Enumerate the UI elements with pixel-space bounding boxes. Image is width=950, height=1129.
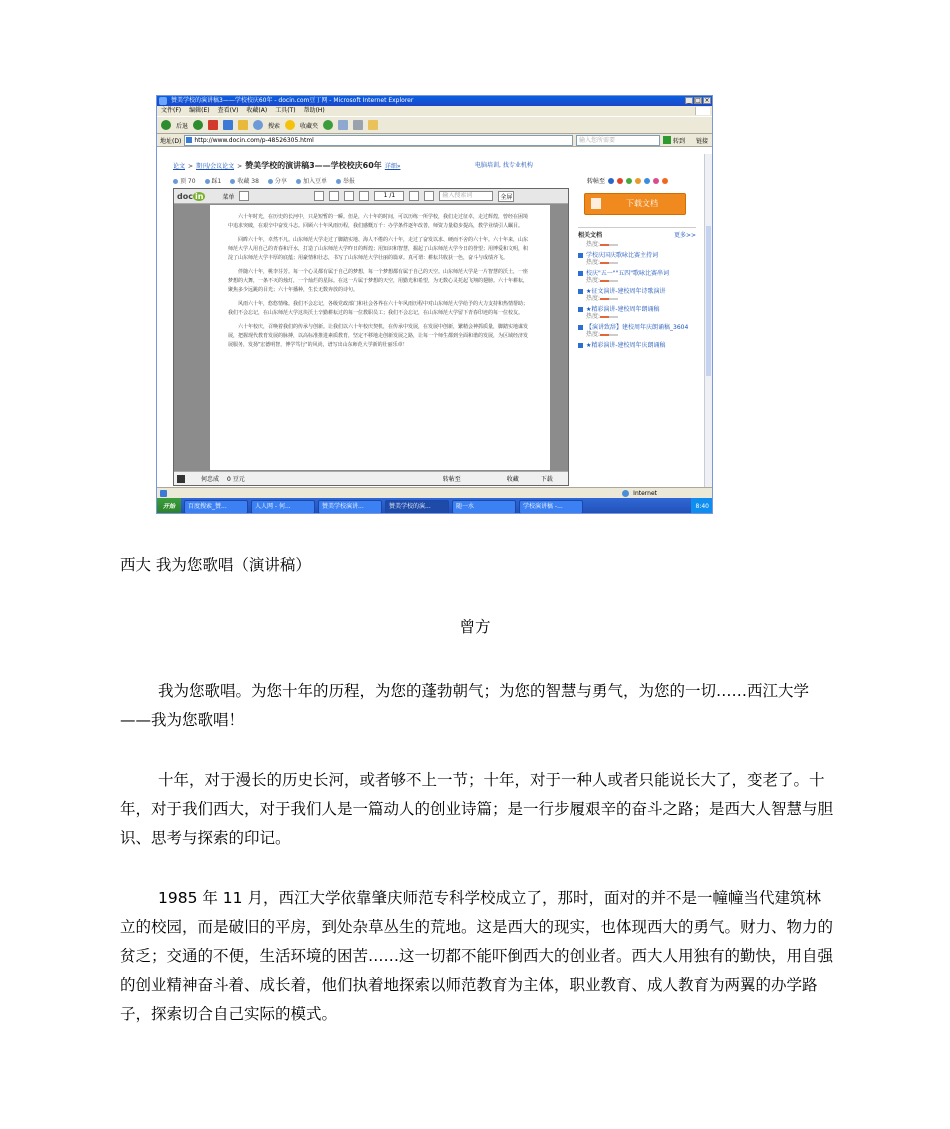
ie-icon [159,97,167,105]
related-item[interactable]: ★精彩演讲-建校周年朗诵稿 [578,306,696,313]
scrollbar-thumb[interactable] [706,226,711,376]
reader-paragraph: 伴随六十年，桃李芬芳。每一个心灵都有属于自己的梦想，每一个梦想都有属于自己的天空。山东师范大学是一片智慧的沃土，一座梦想的大舞，一条不灭的烛灯，一个灿烂的星际。在这一片属于梦想的天空，用勤光和希望，为无数心灵托起飞翔的翅膀。六十年耕耘，聚焦多少远跳的目光；六十年播种，生长无数奔放的诗句。 [228,269,529,293]
report-button[interactable]: 举报 [336,176,355,185]
down-vote-button[interactable]: 踩1 [205,176,222,185]
links-label[interactable]: 链接 [695,137,708,145]
taskbar-item[interactable]: 随一水 [452,500,516,514]
footer-download-button[interactable]: 下载 [540,476,553,483]
breadcrumb-category[interactable]: 期刊/会议论文 [196,163,235,170]
reader-toolbar [174,189,568,204]
browser-toolbar [157,116,712,134]
up-vote-button[interactable]: 顶 70 [173,176,196,185]
taskbar-item[interactable]: 赞美学校演讲... [318,500,382,514]
heat-row [578,295,696,302]
heat-label: 热度: [586,331,601,338]
page-icon [160,490,167,497]
stop-icon[interactable] [208,120,218,130]
heat-bar [600,244,618,246]
more-link[interactable]: 更多>> [673,232,696,239]
heat-label: 热度: [586,241,601,248]
share-to [587,176,668,185]
search-icon[interactable] [253,120,263,130]
minimize-button[interactable]: _ [685,97,693,104]
favorites-label[interactable]: 收藏夹 [300,122,319,130]
add-list-button[interactable]: 加入豆单 [296,176,327,185]
maximize-button[interactable]: □ [695,97,701,104]
heat-bar [600,262,618,264]
taskbar [157,498,713,514]
heat-label: 热度: [586,295,601,302]
page-number-input[interactable]: 1 /1 [374,191,404,201]
heat-bar [600,334,618,336]
download-label: 下载文档 [626,199,658,208]
breadcrumb-sep: > [188,163,194,170]
reader-search-input[interactable]: 输入搜索词 [439,191,493,201]
heat-row [578,313,696,320]
zoom-in-icon[interactable] [344,191,354,201]
toolbar-search-input[interactable]: 输入您所需要 [576,135,660,146]
home-icon[interactable] [238,120,248,130]
view-mode-icon[interactable] [424,191,434,201]
download-icon [591,198,601,209]
footer-collect-button[interactable]: 收藏 [506,476,519,483]
related-item[interactable]: 学校庆国庆歌咏比赛主持词 [578,252,696,259]
address-label: 地址(D) [160,137,182,145]
related-title: 相关文档 [578,232,603,239]
share-site-icon[interactable] [653,178,659,184]
share-site-icon[interactable] [626,178,632,184]
heat-bar [600,298,618,300]
detail-link[interactable]: 详细» [384,163,401,170]
share-to-label: 转帖至 [587,178,606,185]
document-heading: 西大 我为您歌唱（演讲稿） [120,556,311,574]
start-button[interactable]: 开始 [157,498,181,514]
reader-footer [174,471,568,485]
next-page-icon[interactable] [409,191,419,201]
close-button[interactable]: × [704,97,710,104]
fullscreen-button[interactable]: 全屏 [498,191,514,202]
related-item[interactable]: ★征文演讲-建校周年诗歌演讲 [578,288,696,295]
heat-bar [600,280,618,282]
zone-label: Internet [633,490,657,497]
window-title: 赞美学校的演讲稿3——学校校庆60年 - docin.com豆丁网 - Microsoft Internet Explorer [171,97,414,104]
share-site-icon[interactable] [662,178,668,184]
reader-paragraph: 六十年校庆，召唤着我们的传承与创新。让我们以六十年校庆契机，在传承中发展，在发展中创新，繁精会神抓质量，脚踏实地谋发展，把握现代教育发展的脉搏，以高标准推进素质教育，坚定不移地走创新发展之路，让每一个师生都到全面和谐的发展，为区域经济发展服务，发扬"宏德明智，博学笃行"的风尚，谱写出山东师范大学新的壮丽乐章！ [228,324,529,348]
mail-icon[interactable] [338,120,348,130]
address-input[interactable]: http://www.docin.com/p-48526305.html [184,135,573,146]
go-label: 转到 [672,137,685,145]
bookmark-icon[interactable] [239,191,249,201]
docin-logo-text: doc [177,191,193,201]
related-item[interactable]: ★精彩演讲-建校周年庆朗诵稿 [578,342,696,349]
browser-screenshot [156,95,713,514]
doc-title: 赞美学校的演讲稿3——学校校庆60年 [245,161,382,170]
docin-logo [177,192,205,201]
system-tray [691,498,713,514]
go-arrow-icon [663,136,671,144]
breadcrumb [173,160,400,171]
document-author: 曾方 [459,618,491,636]
taskbar-item[interactable]: 百度搜索_赞... [184,500,248,514]
history-icon[interactable] [323,120,333,130]
related-item[interactable]: 【演讲致辞】建校周年庆朗诵稿_3604 [578,324,696,331]
ad-link[interactable]: 电脑培训, 找专业机构 [475,162,533,169]
print-icon[interactable] [353,120,363,130]
footer-share-label: 转帖至 [442,476,461,483]
document-paragraph: 我为您歌唱。为您十年的历程，为您的蓬勃朝气；为您的智慧与勇气，为您的一切……西江大学——我为您歌唱！ [120,682,810,729]
breadcrumb-home[interactable]: 论文 [173,163,186,170]
menu-file[interactable]: 文件(F) [161,107,182,114]
menu-edit[interactable]: 编辑(E) [189,107,210,114]
globe-icon [622,490,629,497]
doc-actions [173,176,355,185]
search-label[interactable]: 搜索 [268,122,281,130]
clock: 8:40 [695,503,709,510]
share-site-icon[interactable] [608,178,614,184]
favorites-star-icon[interactable] [285,120,295,130]
go-button[interactable] [663,136,693,145]
reader-paragraph: 风雨六十年，悠悠情缘。我们不会忘记，各级党政部门和社会各界在六十年风雨历程中对山东师范大学给予的大力支持和热情帮助；我们不会忘记，在山东师范大学这块沃土辛勤耕耘过的每一位教职员工；我们不会忘记，在山东师范大学留下青春印迹的每一位校友。 [228,301,529,316]
reader-paragraph: 回眸六十年，卓然不凡。山东师范大学走过了脚踏实地、海人不倦的六十年，走过了奋发以求、硬而不舍的六十年。六十年来，山东师范大学人用自己的青春和汗水，打造了山东师范大学昨日的辉煌；用知识和智慧，掘起了山东师范大学今日的誉望；用博爱和文明，积淀了山东师范大学丰厚的底蕴；用豪情和壮志，书写了山东师范大学壮丽的篇章。真可谓：耕耘共收获一色，奋斗与成绩齐飞。 [228,237,529,261]
bean-price: 0 豆元 [227,476,245,483]
taskbar-item-active[interactable]: 赞美学校的演... [385,500,449,514]
share-site-icon[interactable] [635,178,641,184]
menu-favorites[interactable]: 收藏(A) [246,107,268,114]
document-reader [173,188,569,486]
zoom-out-icon[interactable] [329,191,339,201]
vertical-scrollbar[interactable] [704,154,712,487]
refresh-icon[interactable] [223,120,233,130]
related-docs [578,227,696,349]
zoom-icon[interactable] [314,191,324,201]
collect-button[interactable]: 收藏 38 [230,176,259,185]
back-arrow-icon[interactable] [161,120,171,130]
window-titlebar [157,96,712,106]
docin-logo-in: in [194,191,204,201]
page-content [157,154,706,487]
windows-logo-icon [695,107,710,115]
menu-bar [157,106,712,116]
heat-row [578,241,696,248]
folder-icon[interactable] [368,120,378,130]
heat-row [578,277,696,284]
download-button[interactable] [584,193,686,215]
document-paragraph: 十年，对于漫长的历史长河，或者够不上一节；十年，对于一种人或者只能说长大了，变老了。十年，对于我们西大，对于我们人是一篇动人的创业诗篇；是一行步履艰辛的奋斗之路；是西大人智慧与胆识、思考与探索的印记。 [120,771,834,847]
reader-page [210,205,550,470]
menu-tools[interactable]: 工具(T) [275,107,296,114]
uploader-name[interactable]: 何忠成 [201,476,220,483]
right-sidebar [578,188,696,349]
back-label[interactable]: 后退 [176,122,189,130]
heat-row [578,259,696,266]
taskbar-item[interactable]: 学校演讲稿 -... [519,500,583,514]
heat-label: 热度: [586,313,601,320]
share-button[interactable]: 分享 [268,176,287,185]
heat-label: 热度: [586,259,601,266]
reader-paragraph: 六十年时光，在历史的长河中，只是短暂的一瞬。但是，六十年的时间，可以历练一所学校，我们走过征卓，走过辉煌，曾经在困境中追求突破，在艰辛中奋发斗志。回顾六十年风雨历程，我们感慨万千：办学条件逐年改善，师资力量稳步提高，教学业绩引人瞩目。 [228,214,529,229]
address-bar [157,134,712,147]
forward-arrow-icon[interactable] [193,120,203,130]
taskbar-item[interactable]: 人人网 - 何... [251,500,315,514]
reader-menu[interactable]: 菜单 [222,193,235,201]
menu-view[interactable]: 查看(V) [217,107,239,114]
share-site-icon[interactable] [617,178,623,184]
share-site-icon[interactable] [644,178,650,184]
heat-bar [600,316,618,318]
breadcrumb-sep: > [237,163,243,170]
document-paragraph: 1985 年 11 月，西江大学依靠肇庆师范专科学校成立了，那时，面对的并不是一幢幢当代建筑林立的校园，而是破旧的平房，到处杂草丛生的荒地。这是西大的现实，也体现西大的勇气。财力、物力的贫乏；交通的不便，生活环境的困苦……这一切都不能吓倒西大的创业者。西大人用独有的勤快，用自强的创业精神奋斗着、成长着，他们执着地探索以师范教育为主体，职业教育、成人教育为两翼的办学路子，探索切合自己实际的模式。 [120,889,834,1023]
heat-label: 热度: [586,277,601,284]
heat-row [578,331,696,338]
menu-help[interactable]: 帮助(H) [303,107,325,114]
expand-icon[interactable] [177,475,185,483]
related-item[interactable]: 校庆"五一""五四"歌咏比赛串词 [578,270,696,277]
prev-page-icon[interactable] [359,191,369,201]
